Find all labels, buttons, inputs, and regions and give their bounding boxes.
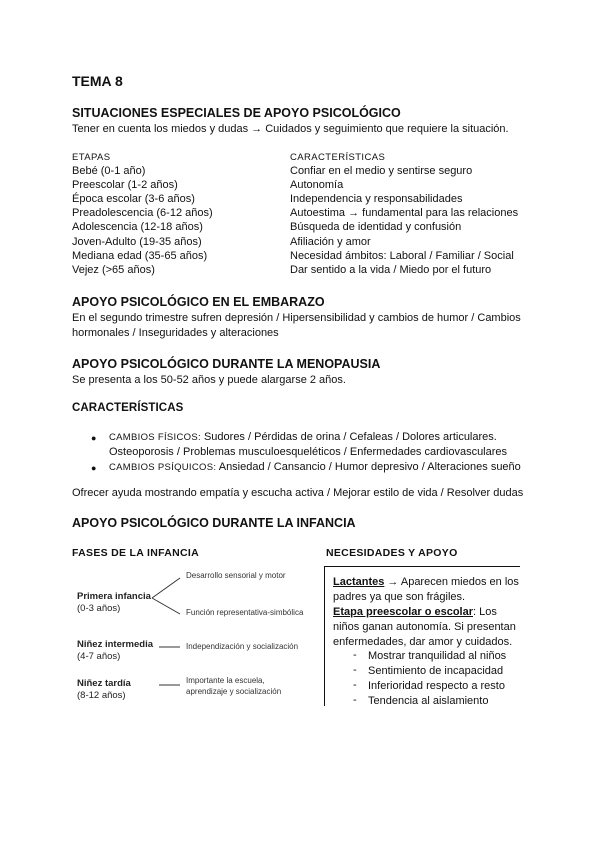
menopausia-text: Se presenta a los 50-52 años y puede alargarse 2 años. [72,374,346,386]
dash-marker: - [353,664,357,676]
embarazo-line-2: hormonales / Inseguridades y alteraciones [72,327,279,339]
dash-marker: - [353,679,357,691]
trait-cell: Afiliación y amor [290,236,371,248]
phase-detail: Desarrollo sensorial y motor [186,571,286,580]
needs-lactantes [333,575,519,590]
phase-age: (0-3 años) [77,603,121,614]
stage-cell: Joven-Adulto (19-35 años) [72,236,202,248]
trait-cell: Necesidad ámbitos: Laboral / Familiar / Social [290,250,514,262]
phase-age: (8-12 años) [77,690,126,701]
bullet-icon: ● [91,463,97,473]
section-intro: Tener en cuenta los miedos y dudas → Cuidados y seguimiento que requiere la situación. [72,123,509,135]
trait-cell: Confiar en el medio y sentirse seguro [290,165,473,177]
bullet-physical-cont: Osteoporosis / Problemas musculoesqueléticos / Enfermedades cardiovasculares [109,446,508,458]
column-heading-fases: FASES DE LA INFANCIA [72,547,199,559]
trait-cell: Autonomía [290,179,344,191]
trait-cell: Independencia y responsabilidades [290,193,463,205]
trait-cell: Búsqueda de identidad y confusión [290,221,462,233]
phase-detail: Función representativa-simbólica [186,608,304,617]
stage-cell: Bebé (0-1 año) [72,165,146,177]
dash-marker: - [353,649,357,661]
trait-cell: Autoestima → fundamental para las relaciones [290,207,519,219]
needs-item: Tendencia al aislamiento [368,695,489,707]
column-header-traits: CARACTERÍSTICAS [290,152,386,163]
section-heading-menopausia: APOYO PSICOLÓGICO DURANTE LA MENOPAUSIA [72,357,381,371]
embarazo-line-1: En el segundo trimestre sufren depresión / Hipersensibilidad y cambios de humor / Cambios [72,312,521,324]
phase-age: (4-7 años) [77,651,121,662]
phase-name: Niñez tardía [77,678,131,689]
phase-detail: aprendizaje y socialización [186,687,282,696]
phase-detail: Importante la escuela, [186,676,265,685]
section-heading-infancia: APOYO PSICOLÓGICO DURANTE LA INFANCIA [72,516,356,530]
needs-item: Inferioridad respecto a resto [368,680,505,692]
phase-name: Niñez intermedia [77,639,154,650]
needs-box-border-left [324,566,325,706]
closing-text: Ofrecer ayuda mostrando empatía y escucha activa / Mejorar estilo de vida / Resolver dudas [72,487,524,499]
bullet-label: CAMBIOS PSÍQUICOS: [109,462,217,473]
stage-cell: Preadolescencia (6-12 años) [72,207,213,219]
section-heading-caracteristicas: CARACTERÍSTICAS [72,402,184,414]
stage-cell: Época escolar (3-6 años) [72,193,195,205]
bullet-text: Sudores / Pérdidas de orina / Cefaleas / Dolores articulares. [200,431,497,443]
phase-name: Primera infancia [77,591,151,602]
bullet-icon: ● [91,433,97,443]
stage-cell: Vejez (>65 años) [72,264,155,276]
needs-box-border [324,566,520,567]
stage-cell: Adolescencia (12-18 años) [72,221,203,233]
term-label: Lactantes [333,576,385,588]
bullet-label: CAMBIOS FÍSICOS: [109,432,201,443]
dash-marker: - [353,694,357,706]
needs-escolar [333,605,497,620]
column-header-stages: ETAPAS [72,152,111,163]
stage-cell: Preescolar (1-2 años) [72,179,178,191]
section-heading-embarazo: APOYO PSICOLÓGICO EN EL EMBARAZO [72,295,325,309]
branch-line [152,598,180,614]
term-text: : Los [473,606,497,618]
needs-item: Mostrar tranquilidad al niños [368,650,507,662]
column-heading-necesidades: NECESIDADES Y APOYO [326,547,458,559]
needs-escolar-cont-2: enfermedades, dar amor y cuidados. [333,636,513,648]
term-text: → Aparecen miedos en los [384,576,519,588]
branch-line [152,578,180,598]
needs-escolar-cont-1: niños ganan autonomía. Si presentan [333,621,516,633]
bullet-text: Ansiedad / Cansancio / Humor depresivo / Alteraciones sueño [216,461,521,473]
phase-detail: Independización y socialización [186,642,299,651]
trait-cell: Dar sentido a la vida / Miedo por el futuro [290,264,492,276]
section-heading-situaciones: SITUACIONES ESPECIALES DE APOYO PSICOLÓGICO [72,106,401,120]
page-title: TEMA 8 [72,73,123,89]
stage-cell: Mediana edad (35-65 años) [72,250,208,262]
term-label: Etapa preescolar o escolar [333,606,474,618]
needs-item: Sentimiento de incapacidad [368,665,504,677]
needs-lactantes-cont: padres ya que son frágiles. [333,591,466,603]
